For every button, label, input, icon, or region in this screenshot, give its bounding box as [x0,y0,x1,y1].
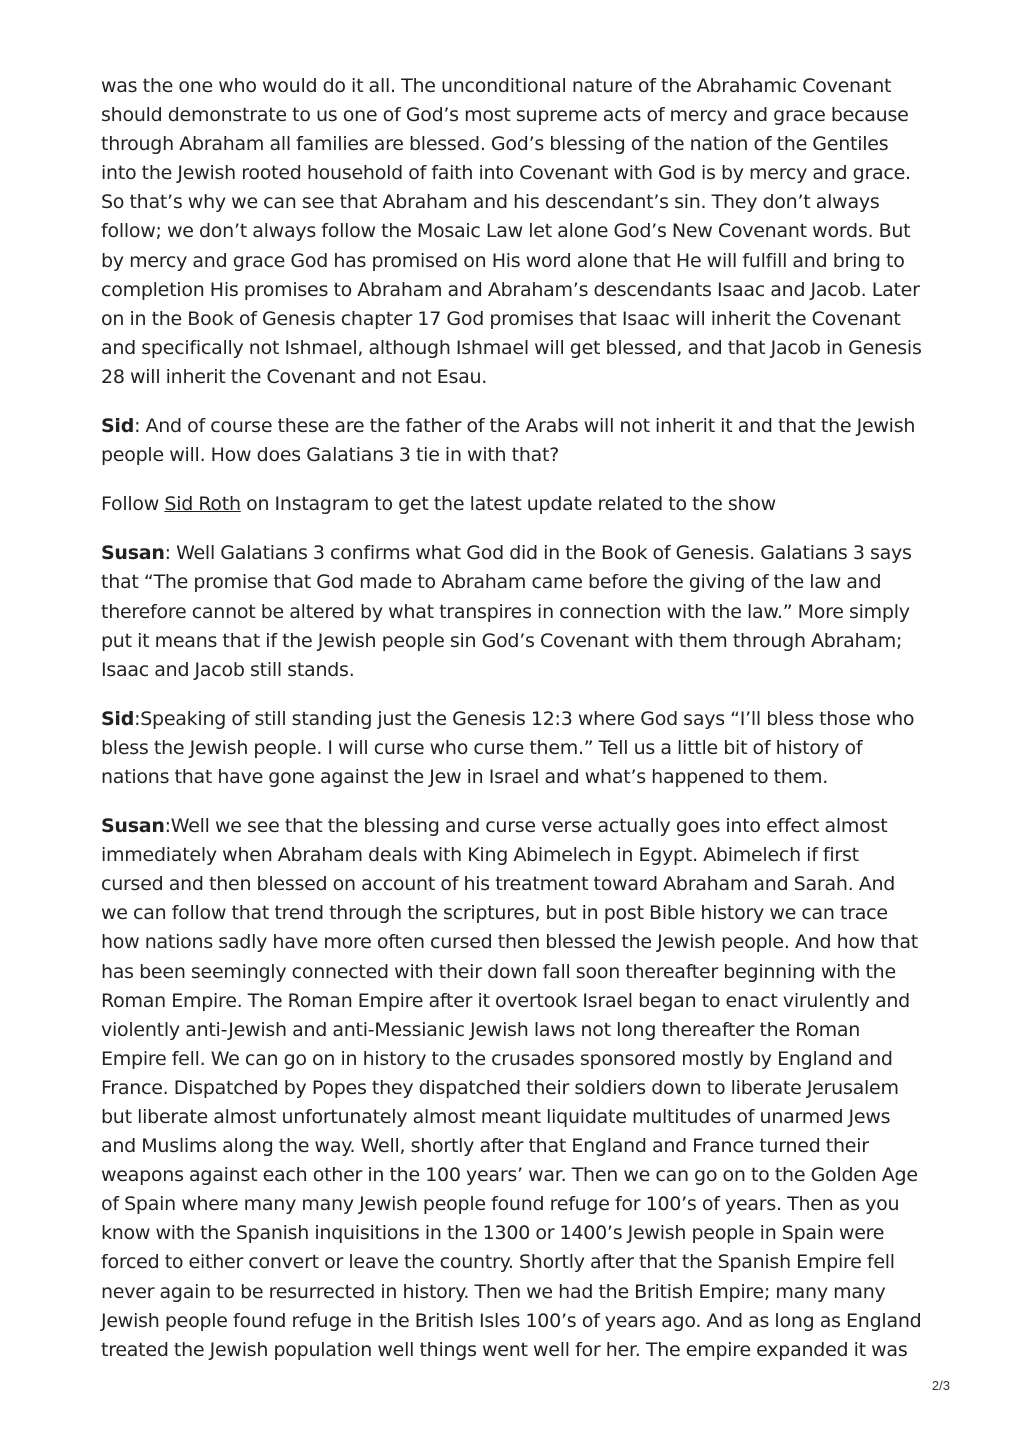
paragraph-text: was the one who would do it all. The unconditional nature of the Abrahamic Covenant should demonstrate to us one of God’s most supreme acts of mercy and grace because through Abraham all families are blessed. God’s blessing of the nation of the Gentiles into the Jewish rooted household of faith into Covenant with God is by mercy and grace. So that’s why we can see that Abraham and his descendant’s sin. They don’t always follow; we don’t always follow the Mosaic Law let alone God’s New Covenant words. But by mercy and grace God has promised on His word alone that He will fulfill and bring to completion His promises to Abraham and Abraham’s descendants Isaac and Jacob. Later on in the Book of Genesis chapter 17 God promises that Isaac will inherit the Covenant and specifically not Ishmael, although Ishmael will get blessed, and that Jacob in Genesis 28 will inherit the Covenant and not Esau. [101,75,922,388]
paragraph-abrahamic-covenant [101,72,923,392]
paragraph-follow-instagram [101,490,923,519]
paragraph-text: :Speaking of still standing just the Genesis 12:3 where God says “I’ll bless those who bless the Jewish people. I will curse who curse them.” Tell us a little bit of history of nations that have gone against the Jew in Israel and what’s happened to them. [101,707,915,788]
paragraph-sid-genesis-question [101,705,923,792]
speaker-name: Sid [101,707,135,730]
speaker-name: Sid [101,415,135,438]
paragraph-text: : Well Galatians 3 confirms what God did in the Book of Genesis. Galatians 3 says that “The promise that God made to Abraham came before the giving of the law and therefore cannot be altered by what transpires in connection with the law.” More simply put it means that if the Jewish people sin God’s Covenant with them through Abraham; Isaac and Jacob still stands. [101,542,912,681]
paragraph-sid-galatians-question [101,412,923,470]
paragraph-text: : And of course these are the father of the Arabs will not inherit it and that the Jewish people will. How does Galatians 3 tie in with that? [101,415,916,467]
sid-roth-link[interactable]: Sid Roth [164,493,241,516]
page-number: 2/3 [931,1378,950,1393]
follow-suffix: on Instagram to get the latest update related to the show [240,493,776,516]
paragraph-text: :Well we see that the blessing and curse verse actually goes into effect almost immediately when Abraham deals with King Abimelech in Egypt. Abimelech if first cursed and then blessed on account of his treatment toward Abraham and Sarah. And we can follow that trend through the scriptures, but in post Bible history we can trace how nations sadly have more often cursed then blessed the Jewish people. And how that has been seemingly connected with their down fall soon thereafter beginning with the Roman Empire. The Roman Empire after it overtook Israel began to enact virulently and violently anti-Jewish and anti-Messianic Jewish laws not long thereafter the Roman Empire fell. We can go on in history to the crusades sponsored mostly by England and France. Dispatched by Popes they dispatched their soldiers down to liberate Jerusalem but liberate almost unfortunately almost meant liquidate multitudes of unarmed Jews and Muslims along the way. Well, shortly after that England and France turned their weapons against each other in the 100 years’ war. Then we can go on to the Golden Age of Spain where many many Jewish people found refuge for 100’s of years. Then as you know with the Spanish inquisitions in the 1300 or 1400’s Jewish people in Spain were forced to either convert or leave the country. Shortly after that the Spanish Empire fell never again to be resurrected in history. Then we had the British Empire; many many Jewish people found refuge in the British Isles 100’s of years ago. And as long as England treated the Jewish population well things went well for her. The empire expanded it was [101,815,922,1361]
paragraph-susan-galatians-answer [101,539,923,684]
speaker-name: Susan [101,542,165,565]
follow-prefix: Follow [101,493,165,516]
speaker-name: Susan [101,815,165,838]
document-page [101,72,923,1385]
paragraph-susan-history-answer [101,812,923,1365]
